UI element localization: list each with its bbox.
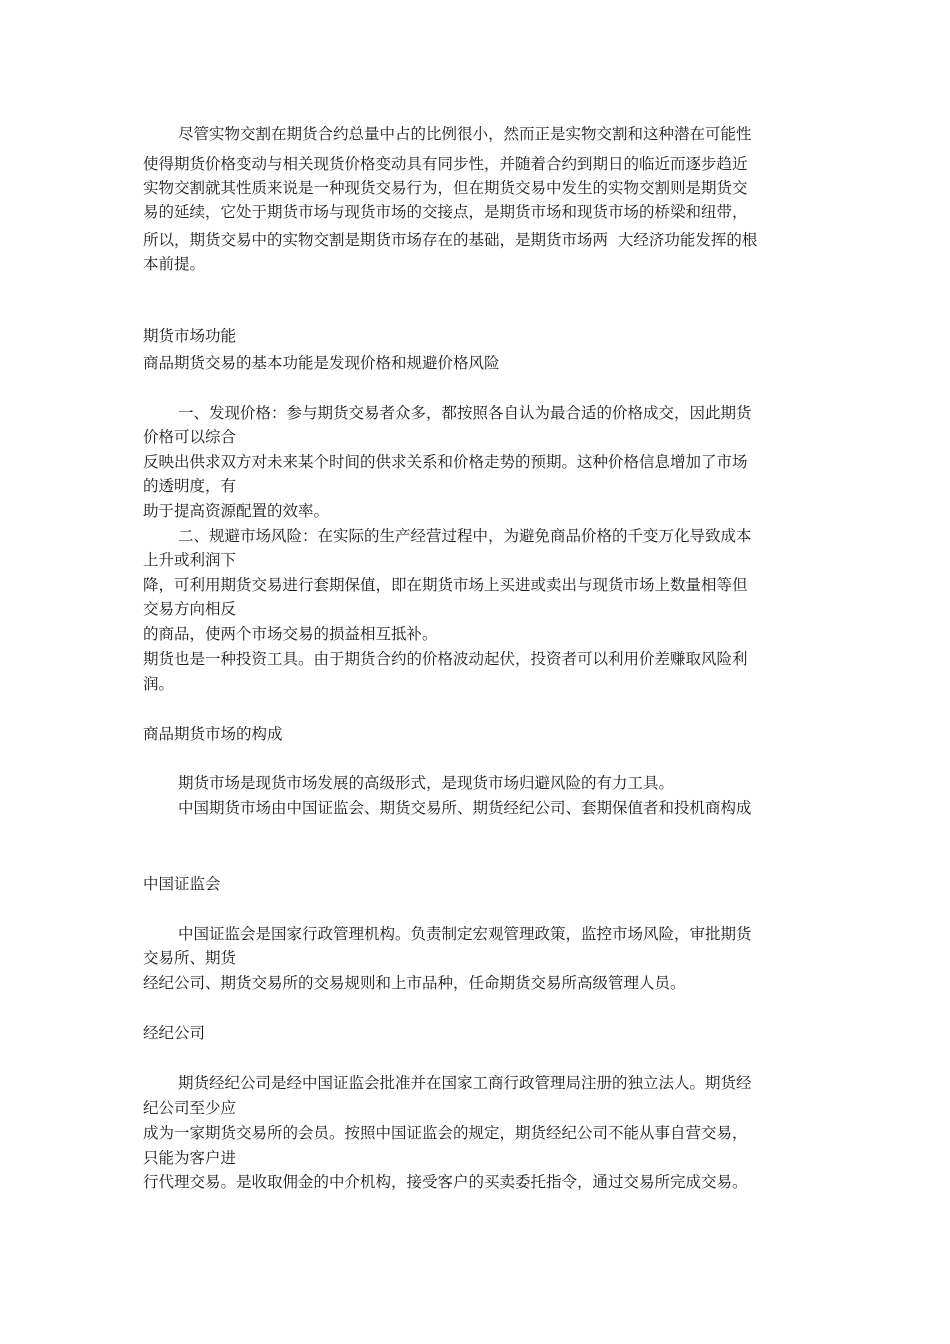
functions-line-8: 降，可利用期货交易进行套期保值，即在期货市场上买进或卖出与现货市场上数量相等但 [143,576,748,594]
csrc-heading: 中国证监会 [143,875,221,893]
functions-line-12: 润。 [143,675,175,693]
functions-line-1: 一、发现价格：参与期货交易者众多，都按照各自认为最合适的价格成交，因此期货 [178,404,752,422]
structure-line-2: 中国期货市场由中国证监会、期货交易所、期货经纪公司、套期保值者和投机商构成 [178,799,752,817]
functions-heading: 期货市场功能 [143,327,237,345]
functions-line-7: 上升或利润下 [143,551,237,569]
broker-line-1: 期货经纪公司是经中国证监会批准并在国家工商行政管理局注册的独立法人。期货经 [178,1074,752,1092]
functions-line-6: 二、规避市场风险：在实际的生产经营过程中，为避免商品价格的千变万化导致成本 [178,527,752,545]
broker-line-4: 只能为客户进 [143,1149,237,1167]
csrc-line-2: 交易所、期货 [143,949,237,967]
broker-line-3: 成为一家期货交易所的会员。按照中国证监会的规定，期货经纪公司不能从事自营交易， [143,1124,748,1142]
csrc-line-1: 中国证监会是国家行政管理机构。负责制定宏观管理政策，监控市场风险，审批期货 [178,925,752,943]
functions-line-9: 交易方向相反 [143,600,237,618]
functions-line-3: 反映出供求双方对未来某个时间的供求关系和价格走势的预期。这种价格信息增加了市场 [143,453,748,471]
functions-line-5: 助于提高资源配置的效率。 [143,502,330,520]
broker-heading: 经纪公司 [143,1024,206,1042]
intro-line-2: 使得期货价格变动与相关现货价格变动具有同步性，并随着合约到期日的临近而逐步趋近 [143,155,748,173]
intro-line-3: 实物交割就其性质来说是一种现货交易行为，但在期货交易中发生的实物交割则是期货交 [143,179,748,197]
intro-line-1: 尽管实物交割在期货合约总量中占的比例很小，然而正是实物交割和这种潜在可能性 [178,125,752,143]
functions-line-2: 价格可以综合 [143,428,237,446]
functions-line-4: 的透明度，有 [143,477,237,495]
functions-line-10: 的商品，使两个市场交易的损益相互抵补。 [143,625,438,643]
csrc-line-3: 经纪公司、期货交易所的交易规则和上市品种，任命期货交易所高级管理人员。 [143,974,686,992]
functions-line-11: 期货也是一种投资工具。由于期货合约的价格波动起伏，投资者可以利用价差赚取风险利 [143,650,748,668]
intro-line-5: 所以，期货交易中的实物交割是期货市场存在的基础，是期货市场两 大经济功能发挥的根 [143,231,758,249]
intro-line-4: 易的延续，它处于期货市场与现货市场的交接点，是期货市场和现货市场的桥梁和纽带， [143,203,748,221]
intro-line-6: 本前提。 [143,255,206,273]
broker-line-2: 纪公司至少应 [143,1099,237,1117]
structure-line-1: 期货市场是现货市场发展的高级形式，是现货市场归避风险的有力工具。 [178,774,675,792]
functions-subheading: 商品期货交易的基本功能是发现价格和规避价格风险 [143,354,500,372]
broker-line-5: 行代理交易。是收取佣金的中介机构，接受客户的买卖委托指令，通过交易所完成交易。 [143,1173,748,1191]
structure-heading: 商品期货市场的构成 [143,725,283,743]
